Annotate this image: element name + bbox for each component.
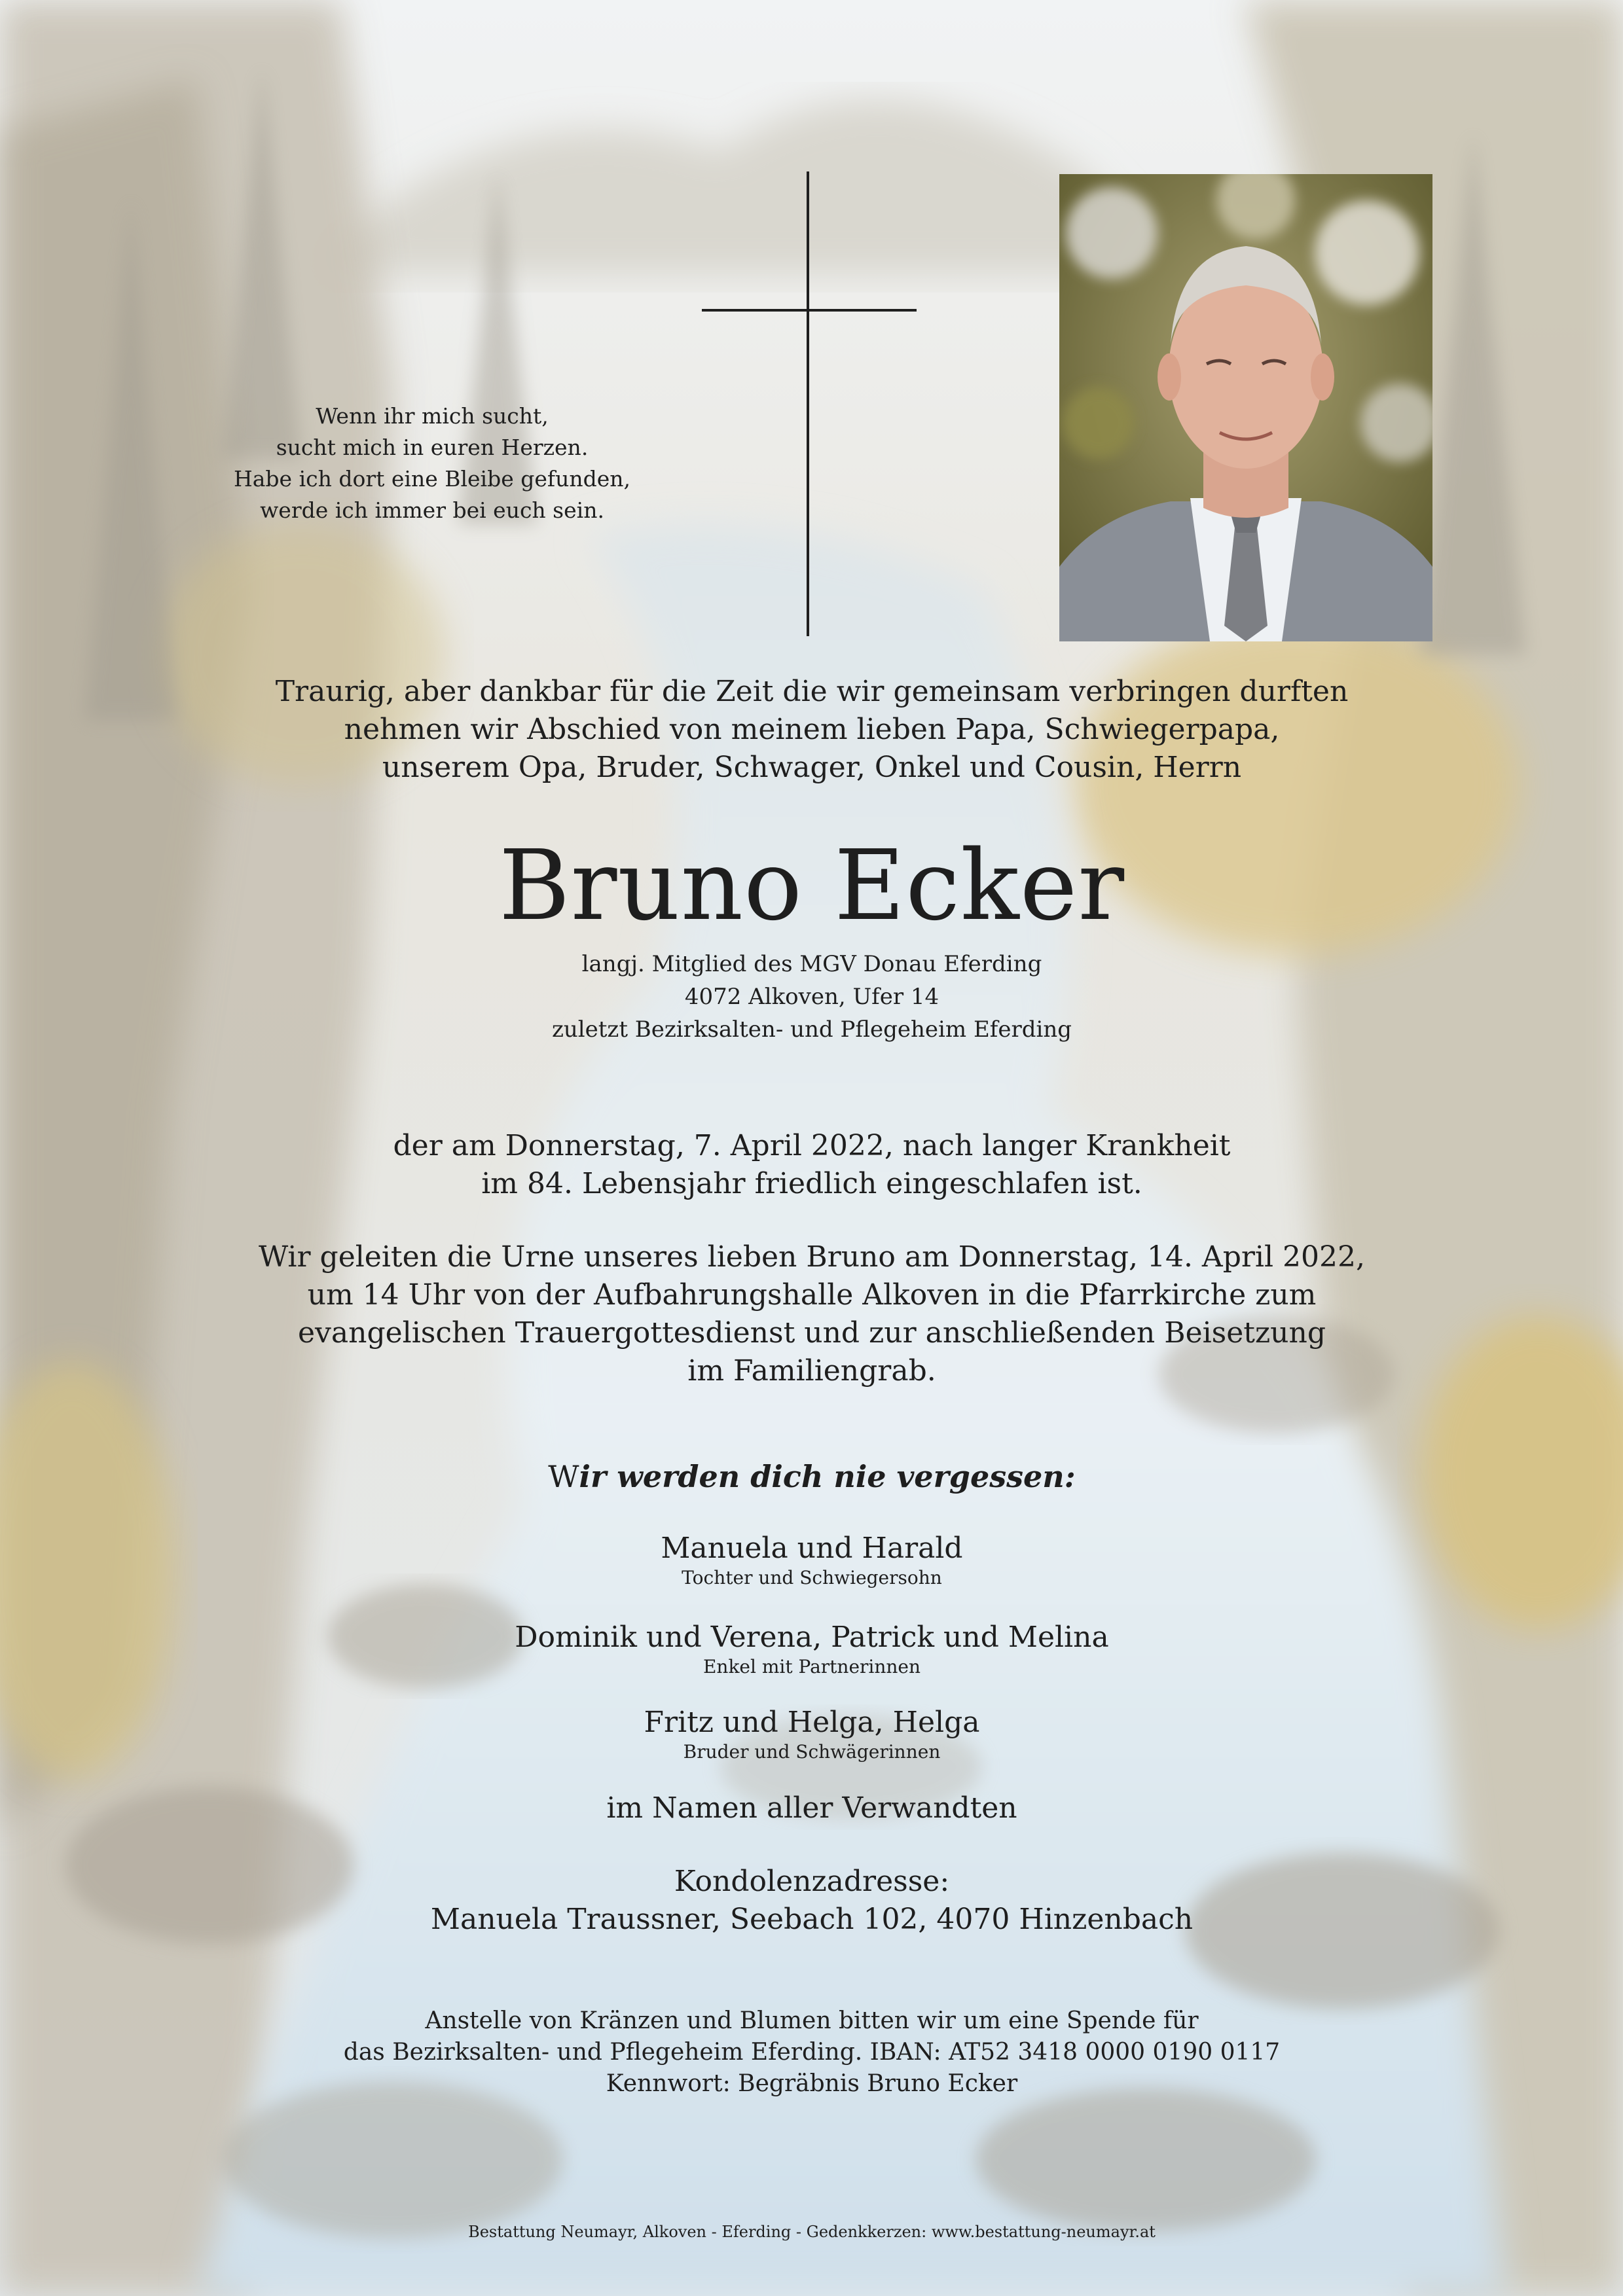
poem-line: sucht mich in euren Herzen. (276, 435, 589, 460)
mourner-names: Dominik und Verena, Patrick und Melina (515, 1621, 1109, 1654)
death-line: im 84. Lebensjahr friedlich eingeschlafen ist. (481, 1167, 1142, 1200)
intro-line: nehmen wir Abschied von meinem lieben Papa, Schwiegerpapa, (344, 713, 1280, 746)
funeral-line: im Familiengrab. (687, 1354, 936, 1388)
detail-line: langj. Mitglied des MGV Donau Eferding (581, 951, 1042, 977)
donation-line: Kennwort: Begräbnis Bruno Ecker (606, 2070, 1018, 2097)
funeral-line: Wir geleiten die Urne unseres lieben Bruno am Donnerstag, 14. April 2022, (258, 1240, 1365, 1274)
closing-phrase (157, 1457, 1467, 1496)
closing-first-letter: W (548, 1459, 579, 1494)
mourner-group (157, 1619, 1467, 1678)
poem-line: Wenn ihr mich sucht, (316, 403, 549, 429)
cross-icon-bar (702, 309, 917, 312)
intro-line: unserem Opa, Bruder, Schwager, Onkel und Cousin, Herrn (382, 751, 1242, 784)
detail-line: 4072 Alkoven, Ufer 14 (684, 984, 939, 1010)
mourner-group (157, 1530, 1467, 1589)
funeral-notice (157, 1238, 1467, 1390)
detail-line: zuletzt Bezirksalten- und Pflegeheim Eferding (551, 1016, 1072, 1043)
portrait-photo (1059, 174, 1432, 641)
mourner-names: Manuela und Harald (661, 1532, 963, 1565)
donation-line: das Bezirksalten- und Pflegeheim Eferding. IBAN: AT52 3418 0000 0190 0117 (343, 2039, 1281, 2066)
mourner-names: Fritz und Helga, Helga (644, 1706, 980, 1739)
mourner-relation: Enkel mit Partnerinnen (702, 1656, 921, 1677)
poem (170, 401, 694, 526)
funeral-line: um 14 Uhr von der Aufbahrungshalle Alkoven in die Pfarrkirche zum (307, 1278, 1317, 1312)
relatives-line: im Namen aller Verwandten (606, 1791, 1017, 1825)
mourner-group (157, 1704, 1467, 1763)
condolence-label: Kondolenzadresse: (674, 1865, 950, 1898)
donation-request (157, 2005, 1467, 2100)
condolence-value: Manuela Traussner, Seebach 102, 4070 Hinzenbach (430, 1903, 1194, 1936)
deceased-details (157, 948, 1467, 1046)
funeral-line: evangelischen Trauergottesdienst und zur anschließenden Beisetzung (297, 1316, 1326, 1350)
mourner-relation: Tochter und Schwiegersohn (682, 1567, 942, 1588)
intro-text (157, 673, 1467, 787)
death-notice (157, 1127, 1467, 1203)
donation-line: Anstelle von Kränzen und Blumen bitten wir um eine Spende für (425, 2007, 1199, 2034)
condolence-address (157, 1863, 1467, 1939)
intro-line: Traurig, aber dankbar für die Zeit die wir gemeinsam verbringen durften (275, 675, 1349, 708)
footer-credit: Bestattung Neumayr, Alkoven - Eferding - Gedenkkerzen: www.bestattung-neumayr.at (468, 2223, 1156, 2241)
mourner-relation: Bruder und Schwägerinnen (683, 1741, 941, 1763)
poem-line: Habe ich dort eine Bleibe gefunden, (233, 466, 631, 492)
closing-rest: ir werden dich nie vergessen: (579, 1459, 1076, 1494)
cross-icon (807, 171, 809, 636)
deceased-name: Bruno Ecker (498, 829, 1125, 942)
poem-line: werde ich immer bei euch sein. (260, 497, 604, 523)
death-line: der am Donnerstag, 7. April 2022, nach langer Krankheit (393, 1129, 1231, 1162)
